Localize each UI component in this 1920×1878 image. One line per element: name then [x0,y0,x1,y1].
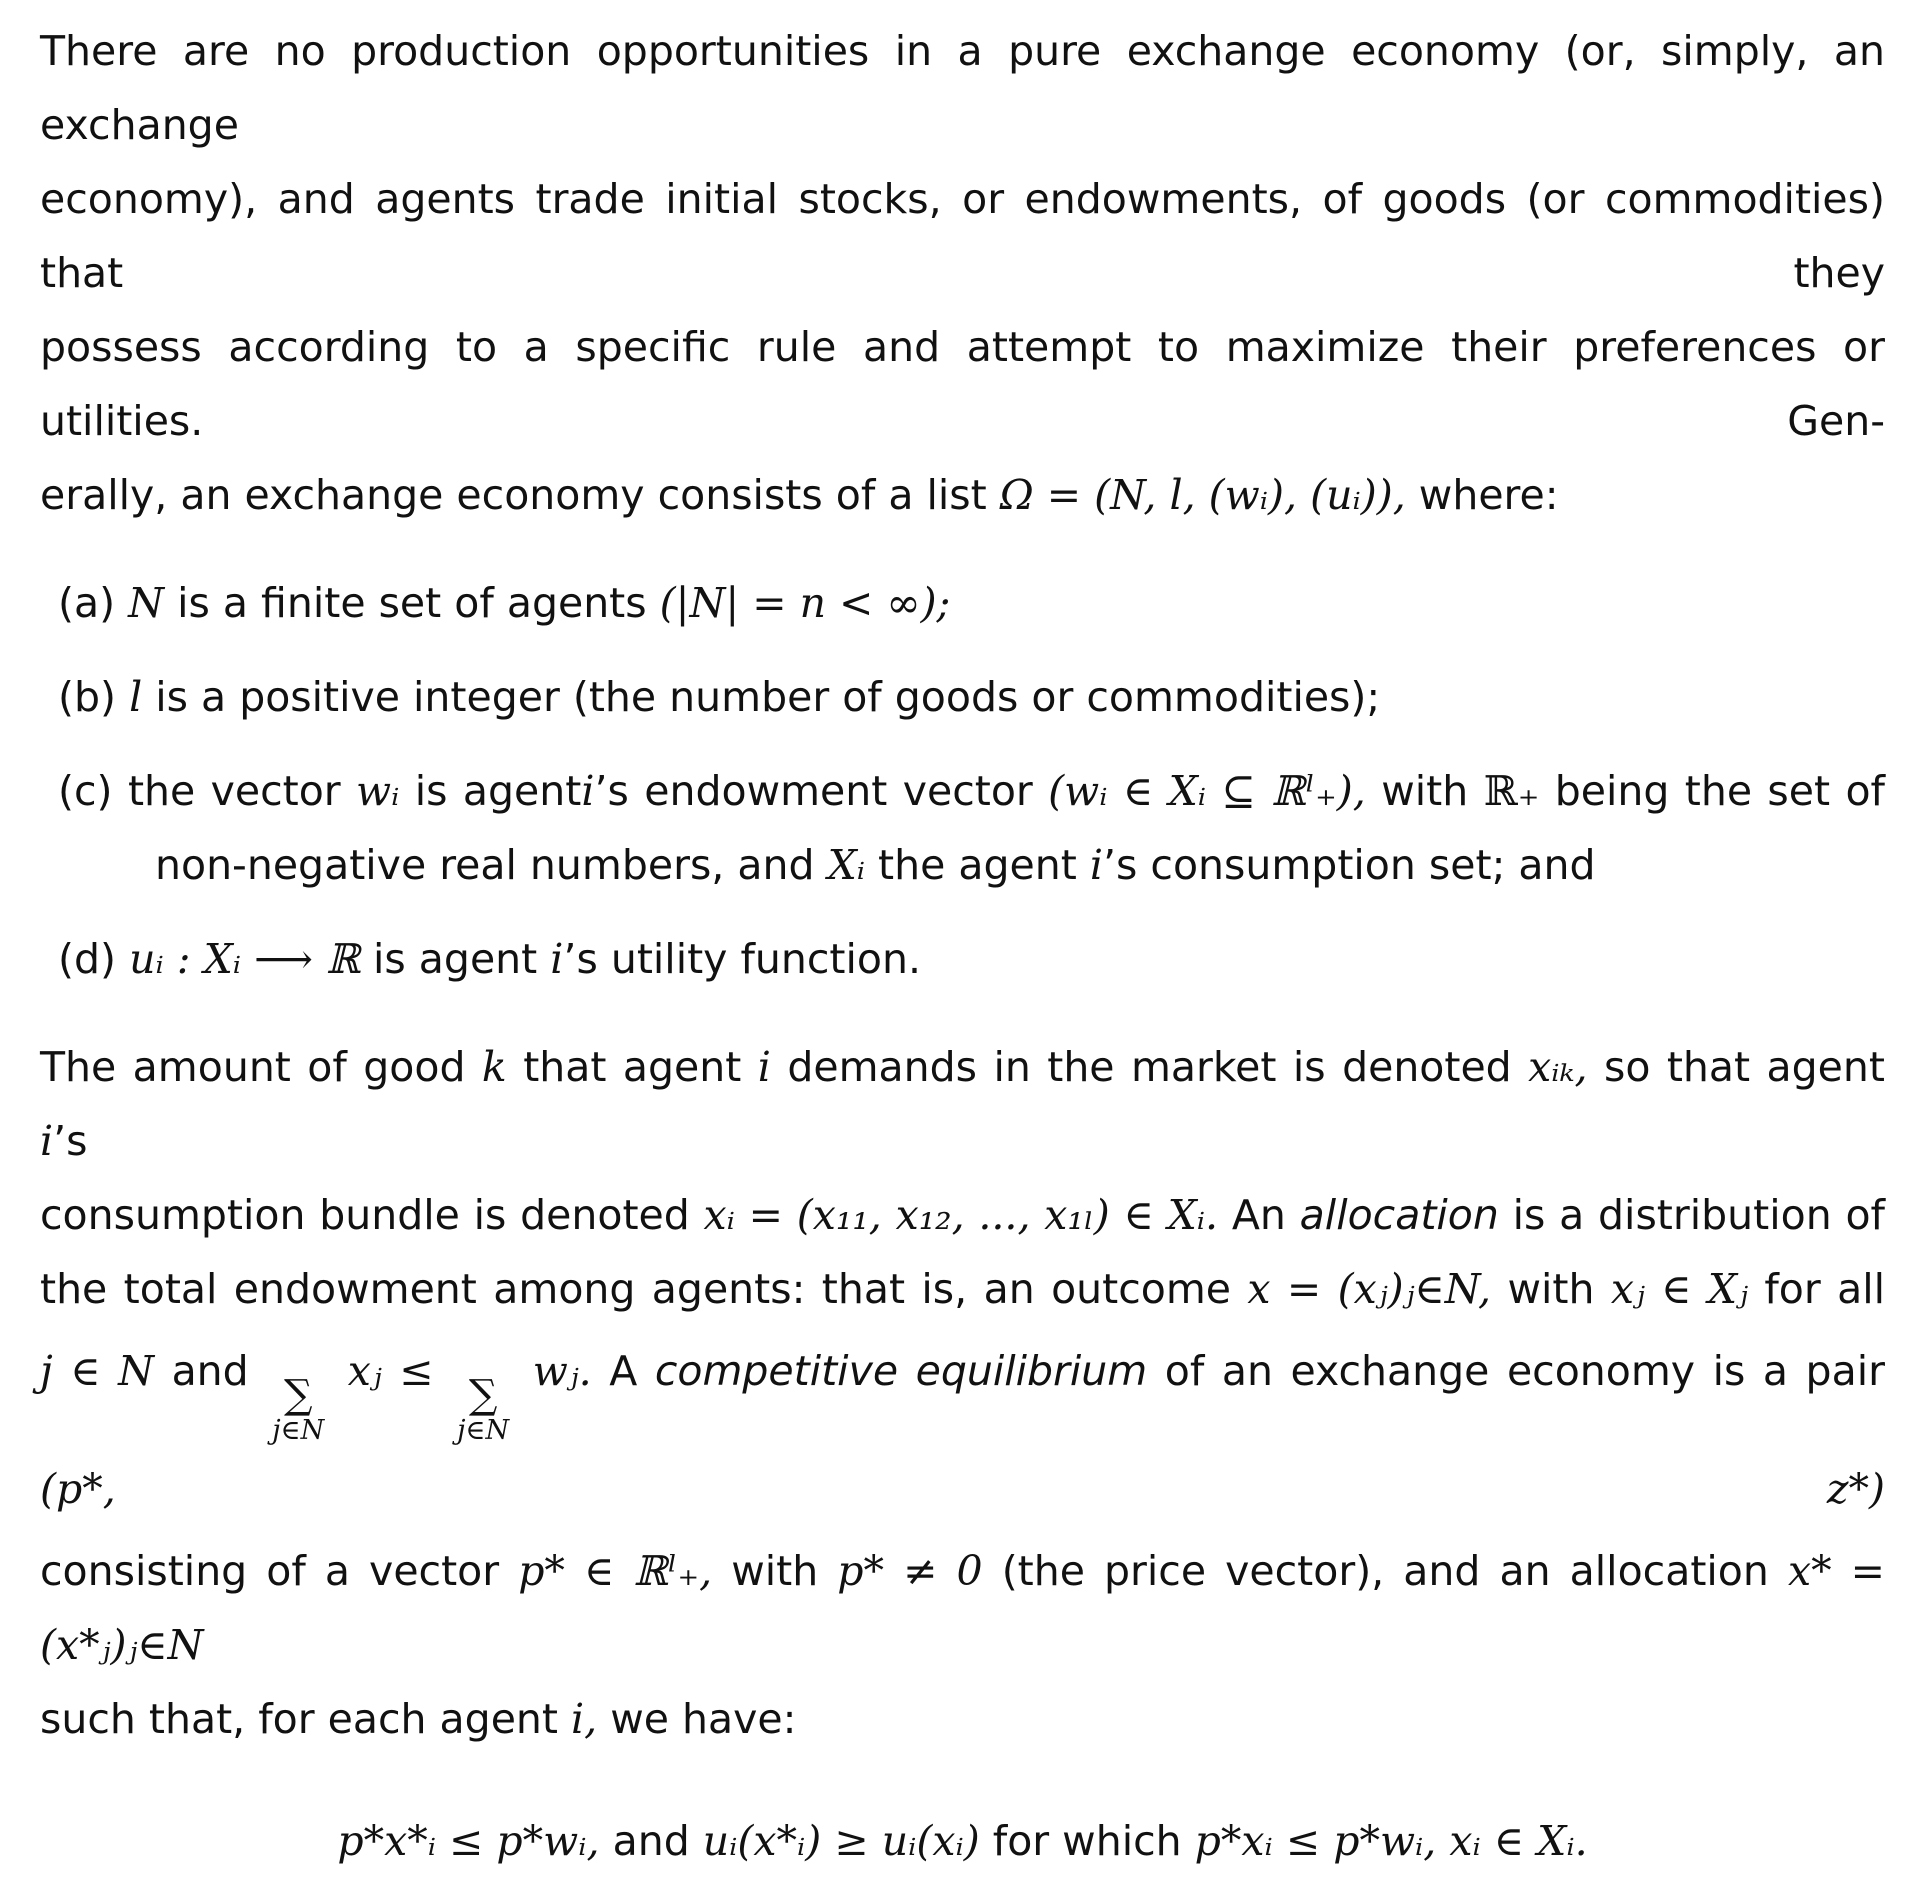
item-c-text-4: with [1381,767,1469,815]
document-page [40,14,1885,1878]
competitive-equilibrium-term: competitive equilibrium [654,1347,1148,1395]
intro-line-2: economy), and agents trade initial stocks, or endowments, of goods (or commodities) that they [40,175,1885,297]
p2l4-and: and [171,1347,249,1395]
p2l1-c: demands in the market is denoted [787,1043,1512,1091]
item-d-text-2: ’s utility function. [563,935,921,983]
var-w-i: wᵢ [356,767,400,815]
para2-line-2 [40,1178,1885,1252]
item-a-formula: (|N| = n < ∞); [659,579,951,627]
p2l3-c: for all [1764,1265,1885,1313]
intro-line-1: There are no production opportunities in a pure exchange economy (or, simply, an exchange [40,27,1885,149]
label-a: (a) [58,579,116,627]
item-c-line-2-c: ’s consumption set; and [1102,841,1596,889]
pair-formula: (p*, z*) [40,1464,1885,1513]
intro-line-4-suffix: where: [1418,471,1559,519]
list-item-b [40,660,1885,734]
item-a-text: is a finite set of agents [177,579,647,627]
item-c-text-1: the vector [127,767,341,815]
sum-operator-2 [457,1371,510,1446]
var-N: N [128,579,165,627]
x-j-leq: xⱼ ≤ [347,1347,434,1395]
para2-line-4 [40,1326,1885,1534]
p2l5-b: with [731,1546,819,1595]
price-vector-formula: p* ∈ ℝˡ₊, [518,1546,713,1595]
feasibility-condition: p*xᵢ ≤ p*wᵢ, xᵢ ∈ Xᵢ. [1194,1816,1588,1865]
p2l2-c: is a distribution of [1512,1191,1885,1239]
p2l5-c: (the price vector), and an allocation [1001,1546,1769,1595]
list-item-c [40,754,1885,902]
budget-condition: p*x*ᵢ ≤ p*wᵢ, [337,1816,600,1865]
item-c-text-3: ’s endowment vector [594,767,1033,815]
item-c-line-2 [58,828,1885,902]
var-i-2: i [1089,841,1103,889]
equilibrium-conditions [40,1804,1885,1878]
label-c: (c) [58,767,113,815]
display-and: and [612,1816,690,1865]
intro-line-4 [40,458,1885,532]
item-d-text-1: is agent [373,935,538,983]
p2l6-a: such that, for each agent [40,1694,558,1743]
sum-operator-1 [272,1371,325,1446]
item-c-text-2: is agent [414,767,582,815]
p2l1-b: that agent [523,1043,742,1091]
para2-line-6 [40,1682,1885,1756]
display-for-which: for which [992,1816,1182,1865]
item-c-text-5: being the set of [1554,767,1885,815]
sigma-2: ∑ [468,1371,498,1418]
var-i-5: i [40,1117,54,1165]
bundle-formula: xᵢ = (x₁₁, x₁₂, ..., x₁ₗ) ∈ Xᵢ. [703,1191,1219,1239]
var-X-i: Xᵢ [827,841,865,889]
label-b: (b) [58,673,117,721]
p2l4-b: A [609,1347,638,1395]
p2l1-e: ’s [53,1117,88,1165]
var-i-4: i [757,1043,771,1091]
item-c-line-1 [58,754,1885,828]
p2l2-a: consumption bundle is denoted [40,1191,690,1239]
para2-line-3 [40,1252,1885,1326]
allocation-term: allocation [1299,1191,1499,1239]
w-j: wⱼ. [532,1347,592,1395]
item-d-formula: uᵢ : Xᵢ ⟶ ℝ [129,935,360,983]
p2l6-b: we have: [610,1694,797,1743]
var-l: l [129,673,143,721]
p2l2-b: An [1231,1191,1286,1239]
nonzero-formula: p* ≠ 0 [837,1546,983,1595]
para2-line-1 [40,1030,1885,1178]
utility-condition: uᵢ(x*ᵢ) ≥ uᵢ(xᵢ) [702,1816,980,1865]
p2l1-a: The amount of good [40,1043,466,1091]
allocation-star-formula: x* = (x*ⱼ)ⱼ∈N [40,1546,1885,1669]
list-item-d [40,922,1885,996]
r-plus: ℝ₊ [1483,767,1540,815]
intro-line-4-prefix: erally, an exchange economy consists of a list [40,471,987,519]
item-c-line-2-a: non-negative real numbers, and [155,841,815,889]
var-i-3: i [550,935,564,983]
var-x-ik: xᵢₖ, [1528,1043,1588,1091]
equilibrium-paragraph [40,1030,1885,1756]
economy-list-formula: Ω = (N, l, (wᵢ), (uᵢ)), [999,471,1406,519]
outcome-formula: x = (xⱼ)ⱼ∈N, [1247,1265,1492,1313]
definition-list [40,566,1885,996]
sum-index-2: j∈N [457,1414,510,1446]
p2l3-a: the total endowment among agents: that is, an outcome [40,1265,1232,1313]
p2l1-d: so that agent [1603,1043,1885,1091]
p2l5-a: consisting of a vector [40,1546,500,1595]
sigma-1: ∑ [283,1371,313,1418]
p2l3-b: with [1507,1265,1595,1313]
item-c-formula: (wᵢ ∈ Xᵢ ⊆ ℝˡ₊), [1048,767,1366,815]
label-d: (d) [58,935,117,983]
intro-line-3: possess according to a specific rule and attempt to maximize their preferences or utilities. Gen- [40,323,1885,445]
var-i: i [581,767,595,815]
para2-line-5 [40,1534,1885,1682]
sum-index-1: j∈N [272,1414,325,1446]
list-item-a [40,566,1885,640]
item-c-line-2-b: the agent [878,841,1077,889]
membership-formula: xⱼ ∈ Xⱼ [1610,1265,1748,1313]
var-i-6: i, [571,1694,598,1743]
item-b-text: is a positive integer (the number of goods or commodities); [155,673,1381,721]
j-in-N: j ∈ N [40,1347,155,1395]
var-k: k [481,1043,507,1091]
p2l4-c: of an exchange economy is a pair [1164,1347,1885,1395]
intro-paragraph [40,14,1885,532]
